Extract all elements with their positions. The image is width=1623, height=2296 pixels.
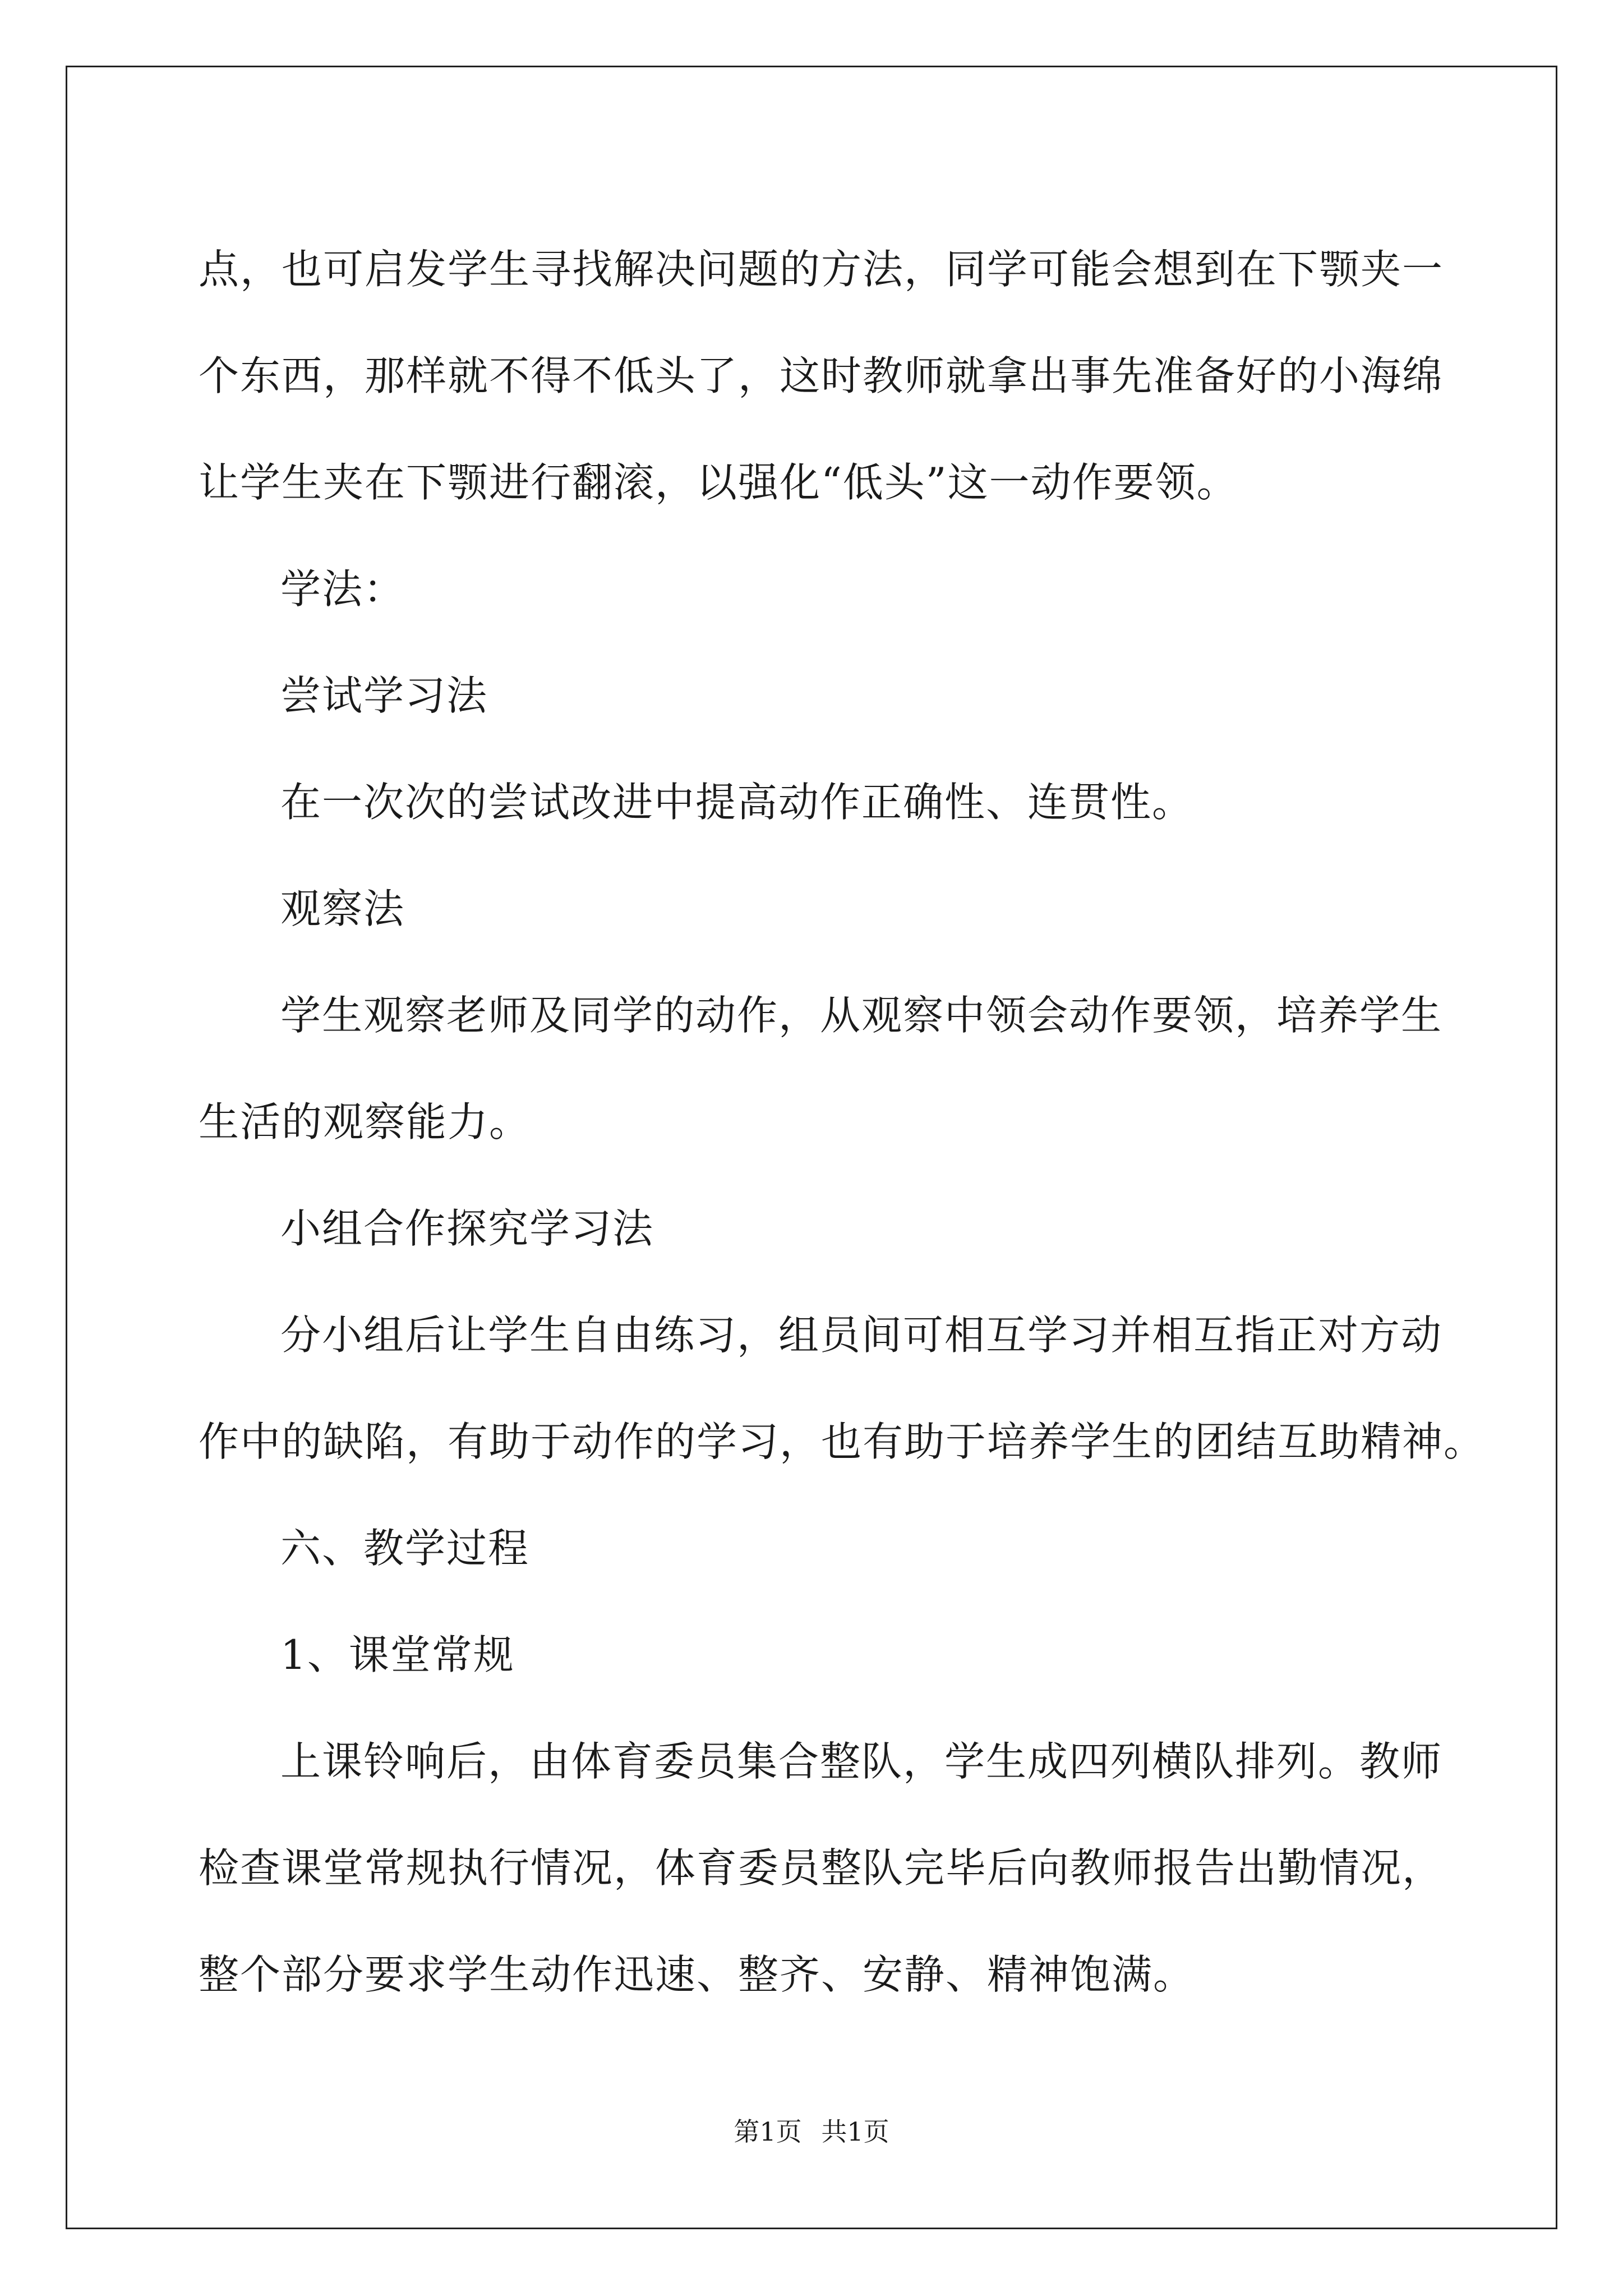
text-line: 学生观察老师及同学的动作，从观察中领会动作要领，培养学生: [280, 992, 1443, 1039]
text-line: 在一次次的尝试改进中提高动作正确性、连贯性。: [280, 779, 1194, 826]
page-footer: [0, 2115, 1623, 2148]
text-line: 六、教学过程: [280, 1525, 530, 1572]
text-line: 作中的缺陷，有助于动作的学习，也有助于培养学生的团结互助精神。: [199, 1418, 1486, 1465]
page-number-current: 第1页: [734, 2116, 802, 2147]
text-line: 上课铃响后，由体育委员集合整队，学生成四列横队排列。教师: [280, 1738, 1443, 1785]
text-line: 尝试学习法: [280, 672, 488, 719]
text-line: 学法：: [280, 565, 405, 613]
text-line: 1、课堂常规: [280, 1631, 515, 1678]
page-number-total: 共1页: [821, 2116, 889, 2147]
document-body: [199, 216, 1486, 2028]
text-line: 个东西，那样就不得不低头了，这时教师就拿出事先准备好的小海绵: [199, 352, 1444, 399]
text-line: 生活的观察能力。: [199, 1098, 531, 1145]
text-line: 分小组后让学生自由练习，组员间可相互学习并相互指正对方动: [280, 1312, 1443, 1359]
text-line: 观察法: [280, 885, 405, 932]
text-line: 让学生夹在下颚进行翻滚，以强化“低头”这一动作要领。: [199, 459, 1238, 506]
text-line: 小组合作探究学习法: [280, 1205, 654, 1252]
text-line: 检查课堂常规执行情况，体育委员整队完毕后向教师报告出勤情况，: [199, 1844, 1444, 1892]
text-line: 点，也可启发学生寻找解决问题的方法，同学可能会想到在下颚夹一: [199, 246, 1444, 293]
text-line: 整个部分要求学生动作迅速、整齐、安静、精神饱满。: [199, 1951, 1195, 1998]
